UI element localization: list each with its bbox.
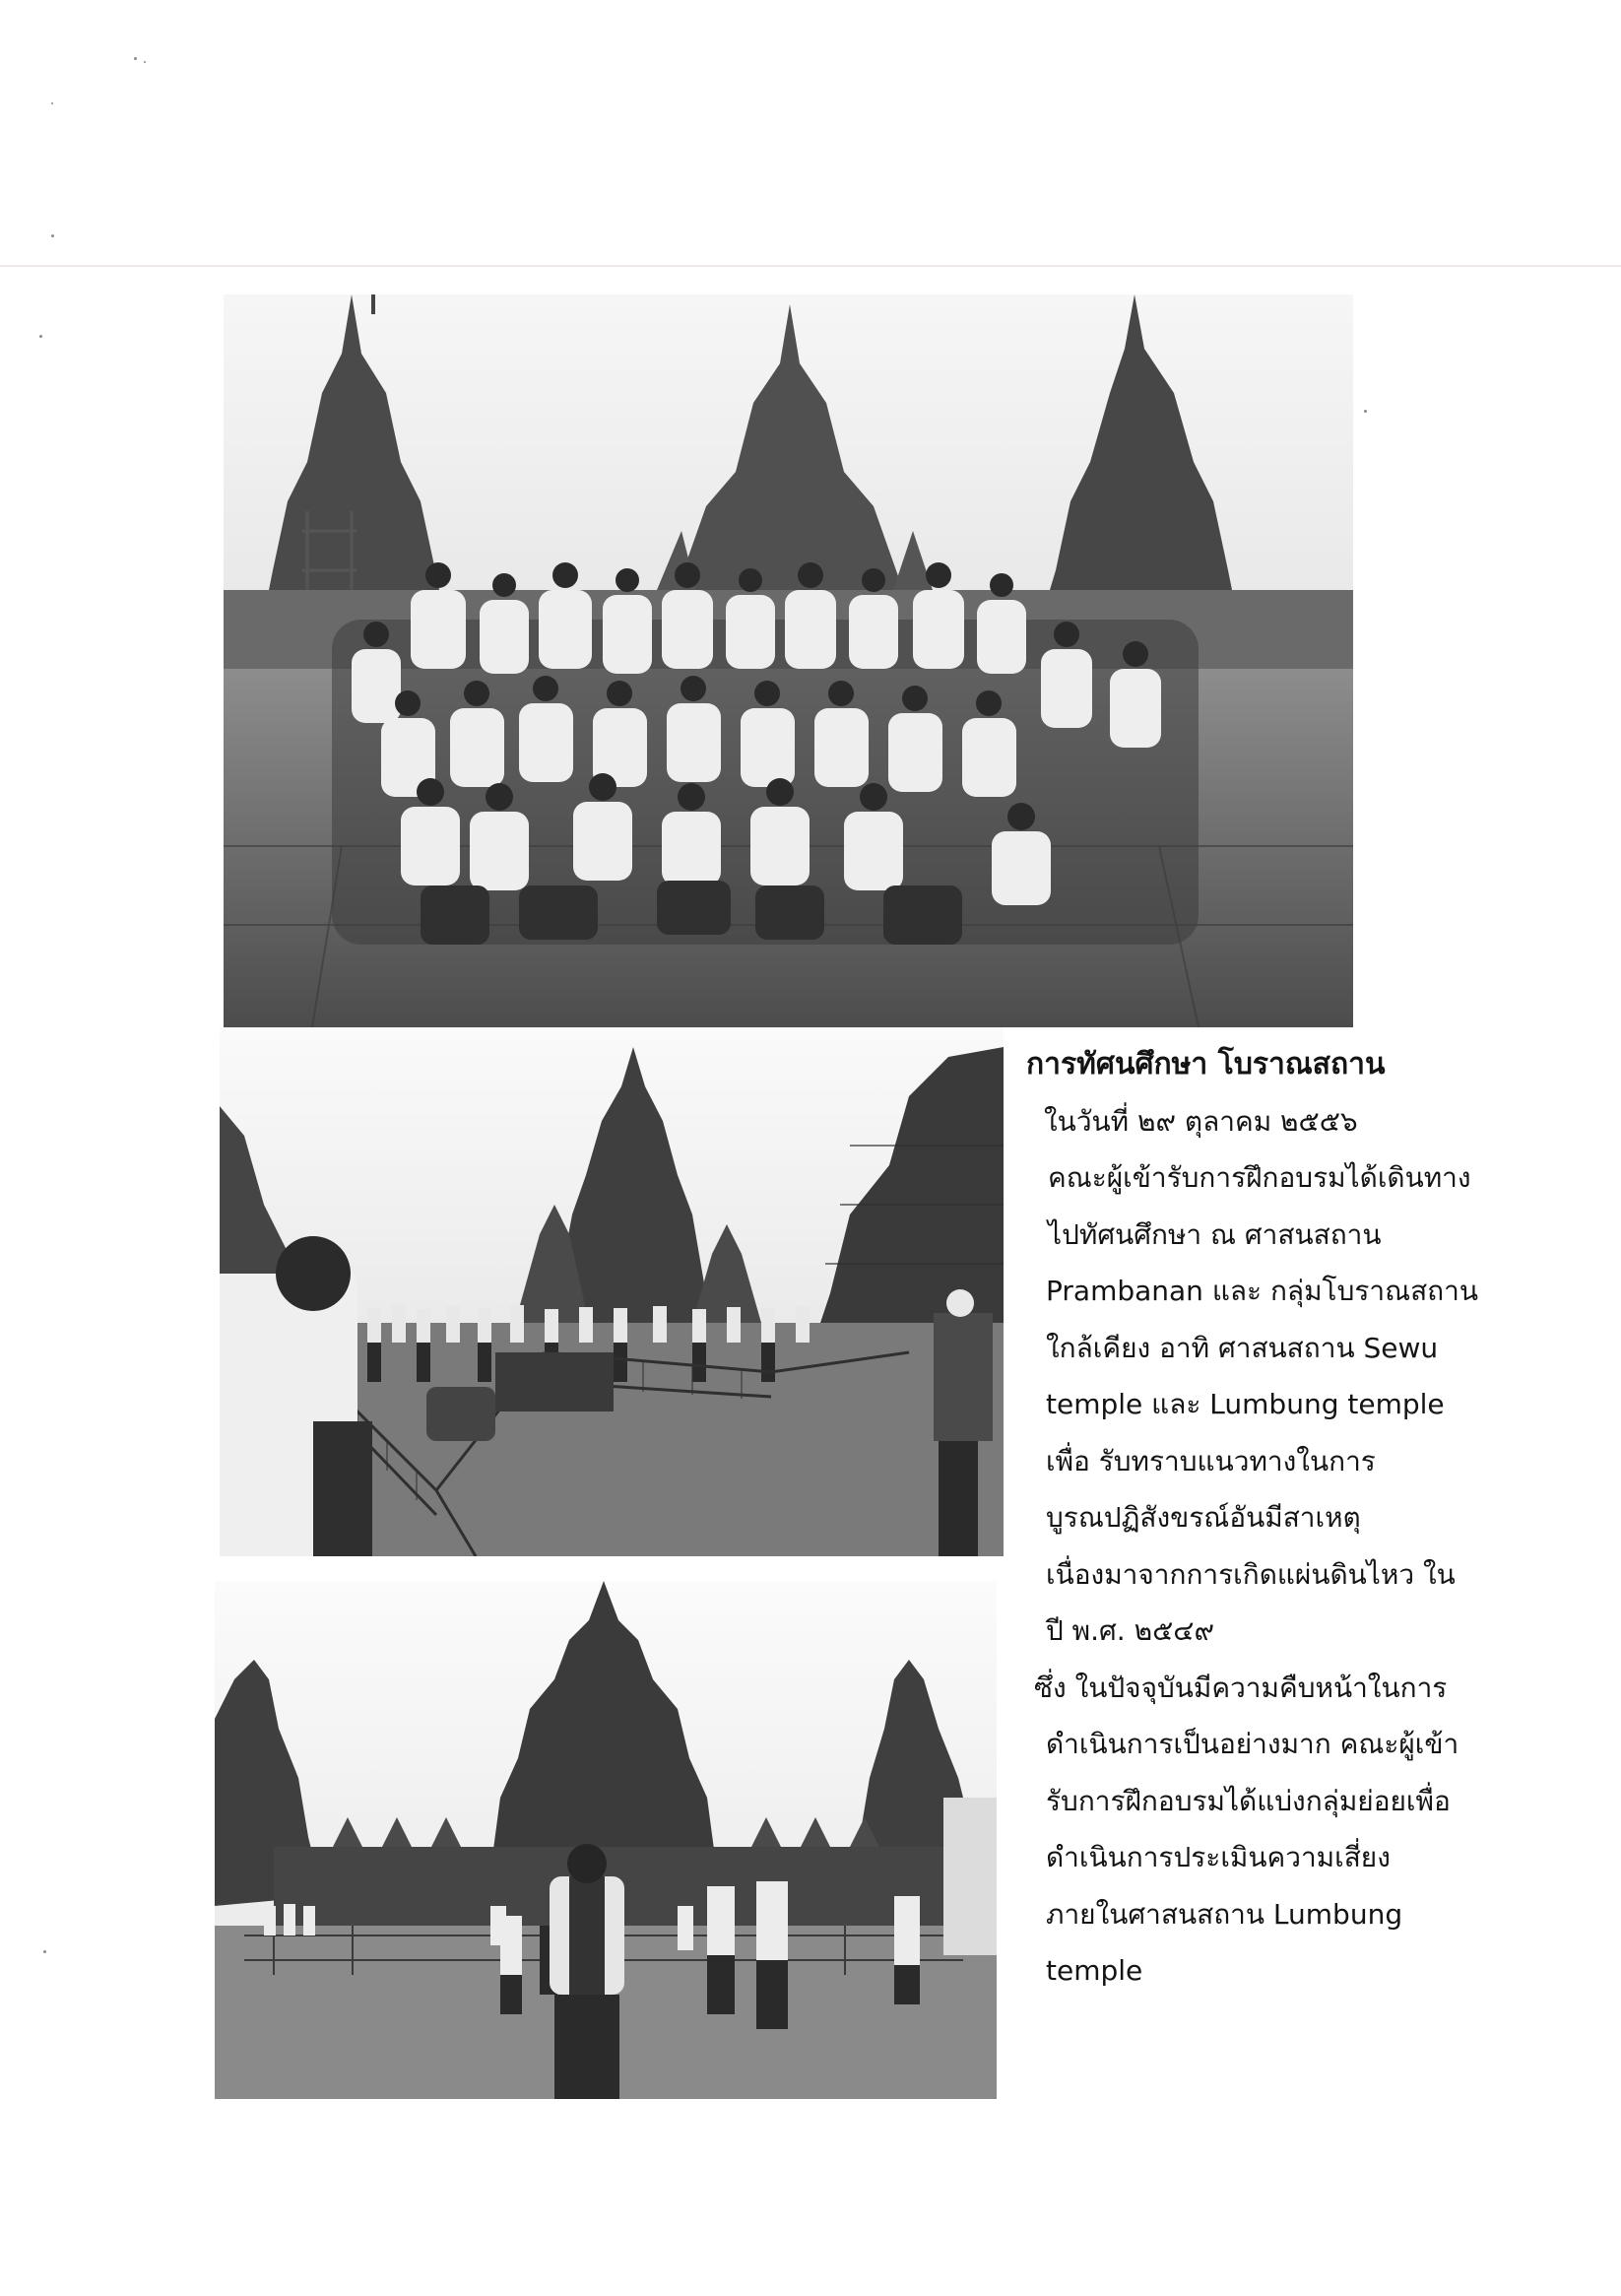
caption-title: การทัศนศึกษา โบราณสถาน: [1026, 1047, 1386, 1082]
caption-line: ในวันที่ ๒๙ ตุลาคม ๒๕๕๖: [1044, 1104, 1358, 1138]
caption-line: temple และ Lumbung temple: [1046, 1388, 1445, 1420]
caption-line: ดำเนินการเป็นอย่างมาก คณะผู้เข้า: [1046, 1728, 1459, 1760]
caption-line: temple: [1046, 1954, 1143, 1987]
temple-complex-photo: [220, 1027, 1004, 1556]
caption-line: ใกล้เคียง อาทิ ศาสนสถาน Sewu: [1046, 1331, 1439, 1364]
caption-block: [1024, 1036, 1487, 2000]
caption-line: เนื่องมาจากการเกิดแผ่นดินไหว ใน: [1046, 1557, 1456, 1591]
caption-line: รับการฝึกอบรมได้แบ่งกลุ่มย่อยเพื่อ: [1046, 1784, 1451, 1817]
caption-line: ซึ่ง ในปัจจุบันมีความคืบหน้าในการ: [1034, 1671, 1448, 1704]
scan-speck: [51, 234, 54, 237]
scan-speck: [43, 1950, 46, 1953]
scan-speck: [1364, 410, 1367, 413]
caption-line: ปี พ.ศ. ๒๕๔๙: [1046, 1614, 1214, 1647]
scan-speck: [51, 102, 53, 104]
scan-speck: [144, 61, 146, 63]
caption-line: Prambanan และ กลุ่มโบราณสถาน: [1046, 1275, 1478, 1307]
caption-line: ดำเนินการประเมินความเสี่ยง: [1046, 1841, 1391, 1873]
scanner-line: [0, 265, 1621, 267]
scan-speck: [134, 57, 137, 60]
caption-line: ไปทัศนศึกษา ณ ศาสนสถาน: [1048, 1217, 1382, 1251]
caption-line: เพื่อ รับทราบแนวทางในการ: [1046, 1444, 1376, 1477]
caption-line: บูรณปฏิสังขรณ์อันมีสาเหตุ: [1046, 1501, 1361, 1534]
scan-speck: [39, 335, 42, 338]
caption-line: ภายในศาสนสถาน Lumbung: [1046, 1897, 1403, 1931]
caption-line: คณะผู้เข้ารับการฝึกอบรมได้เดินทาง: [1048, 1161, 1471, 1194]
group-photo: [224, 295, 1353, 1027]
main-temple-photo: [215, 1581, 997, 2099]
